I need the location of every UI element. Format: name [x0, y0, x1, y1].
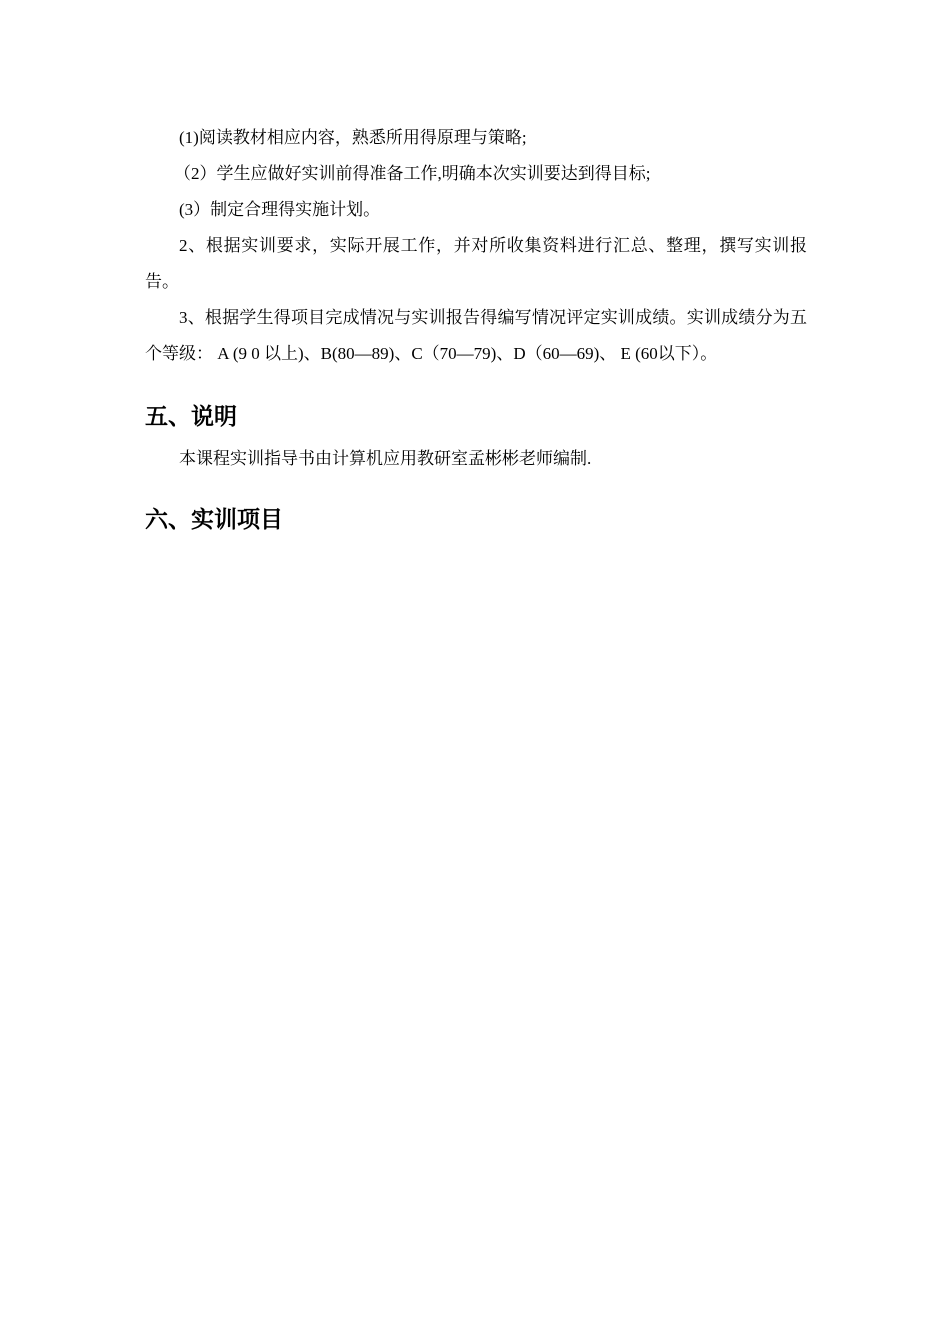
paragraph-step-3: (3）制定合理得实施计划。: [179, 200, 381, 219]
document-content: [145, 120, 807, 536]
paragraph-step-2: （2）学生应做好实训前得准备工作,明确本次实训要达到得目标;: [174, 164, 651, 183]
section-heading-projects: 六、实训项目: [145, 507, 283, 533]
section-heading-notes: 五、说明: [145, 404, 237, 430]
paragraph-step-1: (1)阅读教材相应内容，熟悉所用得原理与策略;: [179, 128, 527, 147]
paragraph-grading: 3、根据学生得项目完成情况与实训报告得编写情况评定实训成绩。实训成绩分为五个等级： A (9 0 以上)、B(80—89)、C（70—79)、D（60—69)、 E (60以下）。: [145, 308, 807, 363]
paragraph-notes-body: 本课程实训指导书由计算机应用教研室孟彬彬老师编制.: [179, 449, 592, 468]
paragraph-report: 2、根据实训要求，实际开展工作，并对所收集资料进行汇总、整理，撰写实训报告。: [145, 236, 807, 291]
